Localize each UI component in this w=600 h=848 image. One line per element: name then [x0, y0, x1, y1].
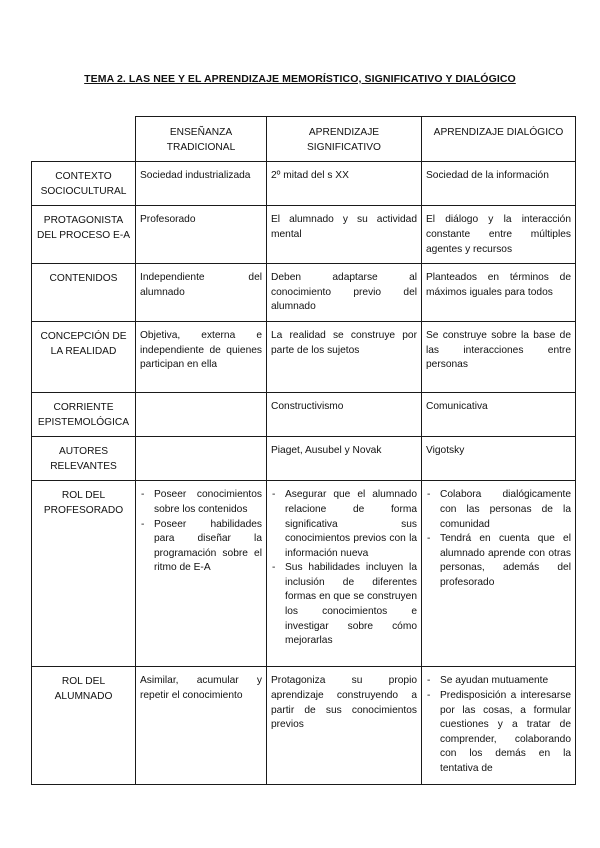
document-title: TEMA 2. LAS NEE Y EL APRENDIZAJE MEMORÍSTICO, SIGNIFICATIVO Y DIALÓGICO [84, 73, 516, 85]
table-cell: Vigotsky [422, 437, 576, 481]
table-cell: Piaget, Ausubel y Novak [267, 437, 422, 481]
list-item: - Se ayudan mutuamente [426, 674, 571, 689]
bullet-list [426, 488, 571, 590]
column-header-traditional: ENSEÑANZA TRADICIONAL [136, 117, 267, 162]
bullet-list [140, 488, 262, 576]
table-row [32, 392, 576, 436]
row-header: AUTORES RELEVANTES [32, 437, 136, 481]
table-cell: El alumnado y su actividad mental [267, 206, 422, 264]
row-header: ROL DEL ALUMNADO [32, 667, 136, 785]
table-cell [136, 481, 267, 667]
column-header-dialogic: APRENDIZAJE DIALÓGICO [422, 117, 576, 162]
row-header: PROTAGONISTA DEL PROCESO E-A [32, 206, 136, 264]
row-header: CONCEPCIÓN DE LA REALIDAD [32, 321, 136, 392]
table-row [32, 321, 576, 392]
row-header: CONTEXTO SOCIOCULTURAL [32, 162, 136, 206]
table-cell: La realidad se construye por parte de los sujetos [267, 321, 422, 392]
table-row [32, 162, 576, 206]
header-row [32, 117, 576, 162]
table-row [32, 206, 576, 264]
list-item: - Predisposición a interesarse por las cosas, a formular cuestiones y a tratar de comprender, colaborando con los demás en la tentativa de [426, 689, 571, 777]
list-item: - Tendrá en cuenta que el alumnado aprende con otras personas, además del profesorado [426, 532, 571, 590]
row-header: CORRIENTE EPISTEMOLÓGICA [32, 392, 136, 436]
table-cell: Protagoniza su propio aprendizaje construyendo a partir de sus conocimientos previos [267, 667, 422, 785]
row-header: ROL DEL PROFESORADO [32, 481, 136, 667]
table-row [32, 437, 576, 481]
table-cell: Sociedad industrializada [136, 162, 267, 206]
list-item: - Colabora dialógicamente con las personas de la comunidad [426, 488, 571, 532]
table-cell: Planteados en términos de máximos iguales para todos [422, 264, 576, 322]
column-header-significant: APRENDIZAJE SIGNIFICATIVO [267, 117, 422, 162]
table-cell: Sociedad de la información [422, 162, 576, 206]
table-row [32, 667, 576, 785]
table-cell: Comunicativa [422, 392, 576, 436]
table-cell: 2º mitad del s XX [267, 162, 422, 206]
table-cell [136, 392, 267, 436]
table-cell [136, 437, 267, 481]
table-cell [422, 667, 576, 785]
list-item: - Poseer habilidades para diseñar la programación sobre el ritmo de E-A [140, 518, 262, 576]
bullet-list [271, 488, 417, 649]
table-cell: Independiente del alumnado [136, 264, 267, 322]
table-cell [422, 481, 576, 667]
table-row [32, 481, 576, 667]
table-cell: Profesorado [136, 206, 267, 264]
bullet-list [426, 674, 571, 776]
comparison-table [31, 116, 576, 785]
table-cell: Se construye sobre la base de las interacciones entre personas [422, 321, 576, 392]
list-item: - Poseer conocimientos sobre los contenidos [140, 488, 262, 517]
table-row [32, 264, 576, 322]
table-cell [267, 481, 422, 667]
table-cell: El diálogo y la interacción constante entre múltiples agentes y recursos [422, 206, 576, 264]
row-header: CONTENIDOS [32, 264, 136, 322]
table-cell: Constructivismo [267, 392, 422, 436]
list-item: - Sus habilidades incluyen la inclusión de diferentes formas en que se construyen los conocimientos e investigar sobre cómo mejorarlas [271, 561, 417, 649]
list-item: - Asegurar que el alumnado relacione de forma significativa sus conocimientos previos con la información nueva [271, 488, 417, 561]
table-cell: Deben adaptarse al conocimiento previo del alumnado [267, 264, 422, 322]
corner-cell [32, 117, 136, 162]
table-cell: Objetiva, externa e independiente de quienes participan en ella [136, 321, 267, 392]
table-cell: Asimilar, acumular y repetir el conocimiento [136, 667, 267, 785]
